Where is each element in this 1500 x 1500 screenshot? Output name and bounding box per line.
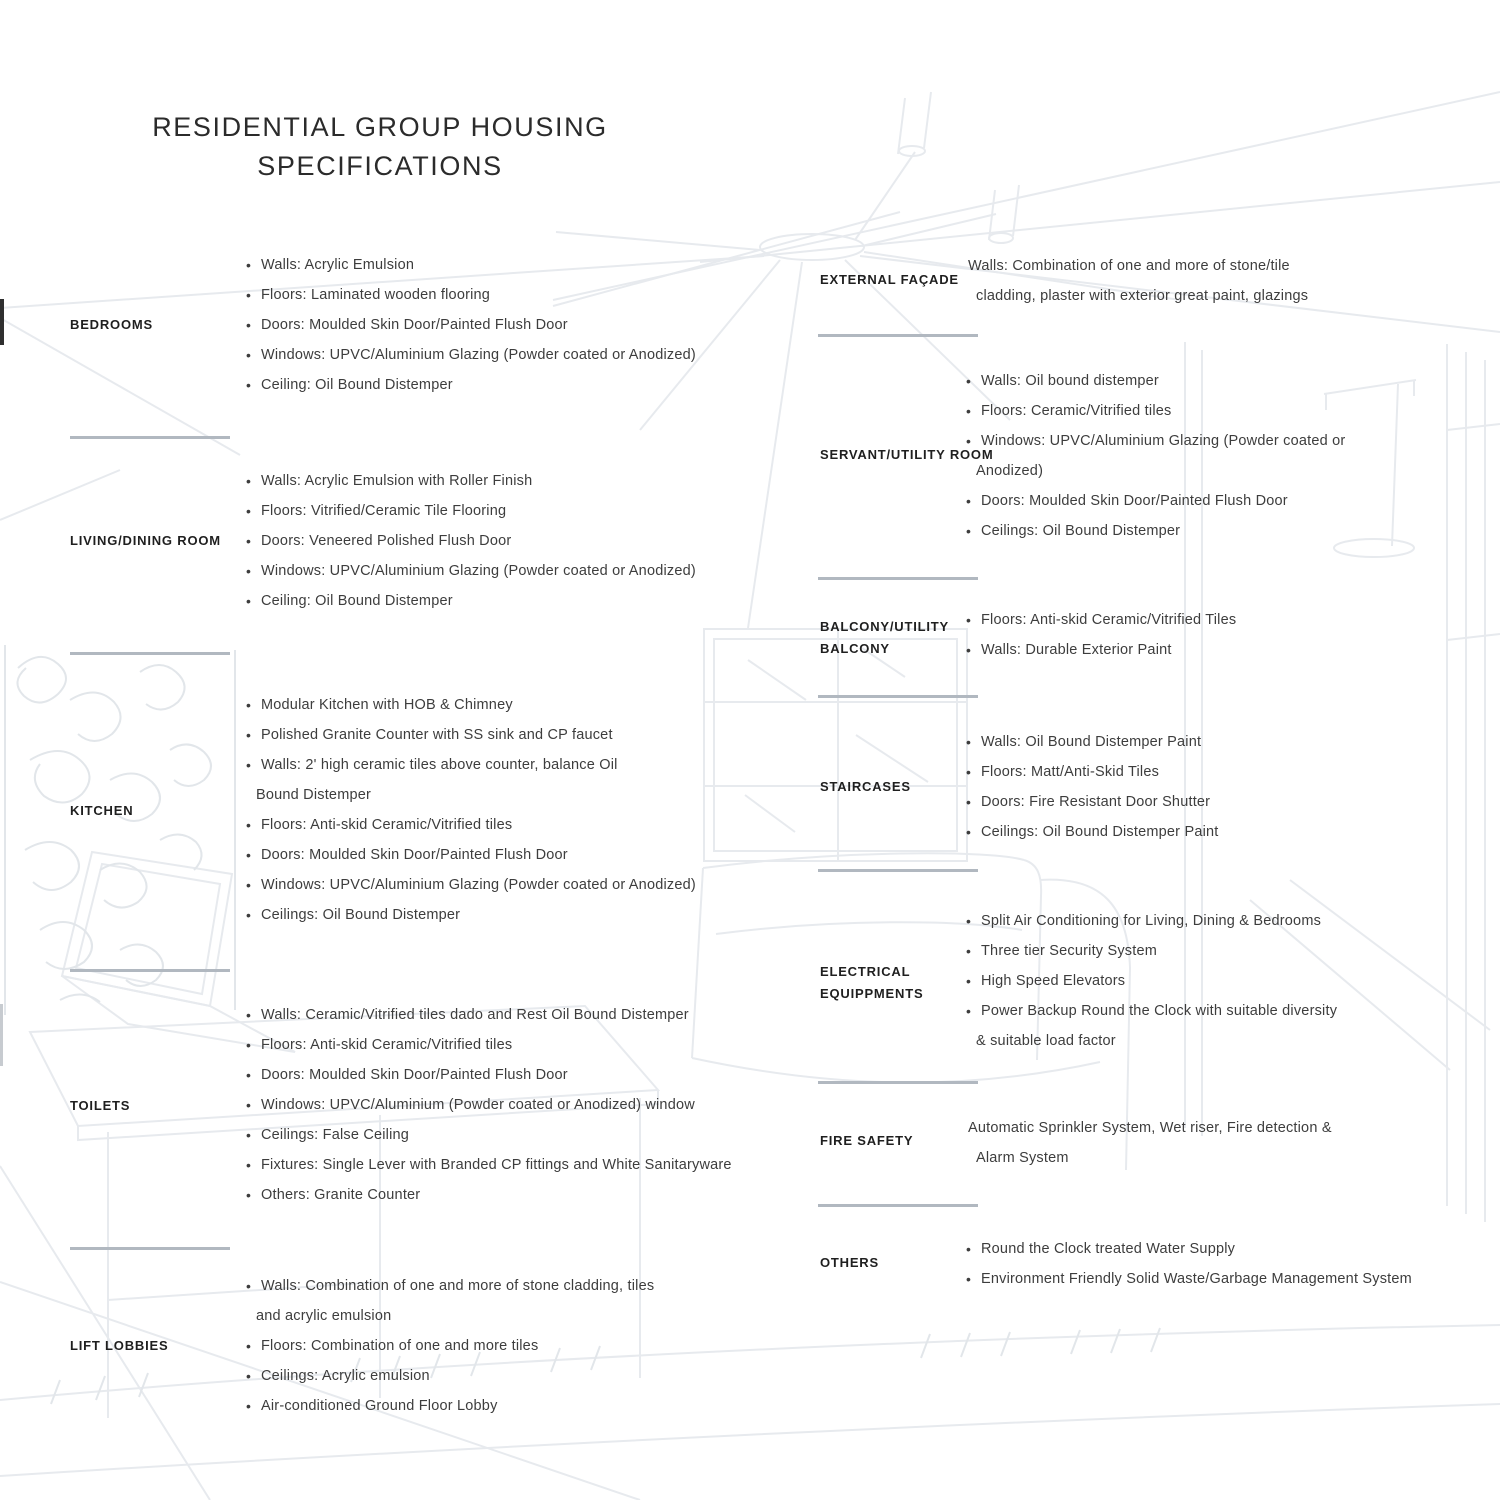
bullet-dot: • [246,533,252,549]
bullet-dot: • [966,403,972,419]
section-divider [70,436,230,439]
bullet-dot: • [246,317,252,333]
spec-row [246,840,696,870]
spec-text: Floors: Anti-skid Ceramic/Vitrified Tiles [981,612,1237,628]
spec-list [966,906,1337,1056]
spec-row [246,340,696,370]
section-label-line: OTHERS [820,1255,879,1270]
bullet-dot: • [966,493,972,509]
section-label-line: LIFT LOBBIES [70,1338,169,1353]
bullet-dot: • [966,973,972,989]
bullet-dot: • [246,1127,252,1143]
spec-row [246,556,696,586]
spec-list [246,690,696,930]
spec-list [246,1000,732,1210]
section-label [70,314,153,336]
spec-text: Floors: Vitrified/Ceramic Tile Flooring [261,503,507,519]
bullet-dot: • [966,1271,972,1287]
section-label [820,961,923,1005]
spec-text: Walls: Oil Bound Distemper Paint [981,734,1202,750]
bullet-dot: • [246,1278,252,1294]
bullet-dot: • [966,373,972,389]
spec-text: Bound Distemper [256,787,372,803]
section-label [820,269,959,291]
section-label [70,800,133,822]
spec-list [246,466,696,616]
bullet-dot: • [246,1157,252,1173]
spec-text: Anodized) [976,463,1044,479]
section-divider [70,652,230,655]
spec-list [966,251,1308,311]
spec-text: Windows: UPVC/Aluminium Glazing (Powder coated or Anodized) [261,877,696,893]
section-label-line: EXTERNAL FAÇADE [820,272,959,287]
spec-text: Walls: Durable Exterior Paint [981,642,1172,658]
spec-text: Walls: Oil bound distemper [981,373,1159,389]
spec-text: Windows: UPVC/Aluminium (Powder coated or Anodized) window [261,1097,695,1113]
spec-text: Ceilings: False Ceiling [261,1127,410,1143]
spec-text: High Speed Elevators [981,973,1126,989]
section-divider [818,1081,978,1084]
spec-row [246,690,696,720]
bullet-dot: • [246,1398,252,1414]
spec-row [246,526,696,556]
spec-row [966,516,1345,546]
spec-text: Fixtures: Single Lever with Branded CP fittings and White Sanitaryware [261,1157,732,1173]
spec-text: Floors: Combination of one and more tiles [261,1338,539,1354]
spec-list [966,605,1236,665]
spec-text: Others: Granite Counter [261,1187,421,1203]
section-label-line: TOILETS [70,1098,131,1113]
bullet-dot: • [966,943,972,959]
spec-row [966,635,1236,665]
spec-text: Doors: Moulded Skin Door/Painted Flush Door [261,1067,568,1083]
spec-text: Ceiling: Oil Bound Distemper [261,593,453,609]
spec-text: & suitable load factor [976,1033,1116,1049]
spec-text: Ceilings: Oil Bound Distemper [981,523,1181,539]
spec-row [246,1391,654,1421]
spec-text: Ceilings: Oil Bound Distemper Paint [981,824,1219,840]
section-divider [818,695,978,698]
spec-row [246,586,696,616]
spec-text: Floors: Laminated wooden flooring [261,287,491,303]
bullet-dot: • [966,612,972,628]
spec-row [246,496,696,526]
section-divider [70,1247,230,1250]
spec-row [246,900,696,930]
bullet-dot: • [246,503,252,519]
spec-text: Walls: Combination of one and more of stone/tile [968,258,1290,274]
spec-row [966,1234,1412,1264]
bullet-dot: • [966,764,972,780]
bullet-dot: • [966,824,972,840]
bullet-dot: • [246,1368,252,1384]
spec-row [966,281,1308,311]
spec-text: Air-conditioned Ground Floor Lobby [261,1398,498,1414]
bullet-dot: • [246,377,252,393]
spec-row [246,870,696,900]
spec-text: Doors: Moulded Skin Door/Painted Flush Door [261,847,568,863]
section-label [820,776,911,798]
spec-text: Walls: Ceramic/Vitrified tiles dado and Rest Oil Bound Distemper [261,1007,689,1023]
bullet-dot: • [966,913,972,929]
bullet-dot: • [966,1241,972,1257]
bullet-dot: • [246,877,252,893]
section-label [70,1335,168,1357]
section-label-line: EQUIPPMENTS [820,986,924,1001]
section-divider [818,577,978,580]
spec-row [246,1150,732,1180]
spec-row [966,757,1219,787]
bullet-dot: • [246,817,252,833]
spec-row [246,1030,732,1060]
bullet-dot: • [246,473,252,489]
spec-row [246,1090,732,1120]
spec-text: Polished Granite Counter with SS sink and CP faucet [261,727,613,743]
spec-row [246,1361,654,1391]
spec-text: Doors: Moulded Skin Door/Painted Flush Door [261,317,568,333]
spec-row [246,310,696,340]
spec-row [246,1000,732,1030]
section-label-line: KITCHEN [70,803,134,818]
spec-row [246,810,696,840]
spec-text: Walls: Acrylic Emulsion with Roller Finish [261,473,533,489]
spec-row [966,906,1337,936]
spec-row [966,605,1236,635]
spec-text: Environment Friendly Solid Waste/Garbage Management System [981,1271,1412,1287]
spec-text: Alarm System [976,1150,1069,1166]
spec-row [966,996,1337,1026]
spec-row [966,486,1345,516]
spec-text: Walls: Acrylic Emulsion [261,257,415,273]
spec-list [246,250,696,400]
section-divider [818,1204,978,1207]
spec-row [246,780,696,810]
bullet-dot: • [966,1003,972,1019]
spec-list [966,727,1219,847]
section-label-line: BEDROOMS [70,317,153,332]
spec-text: Floors: Ceramic/Vitrified tiles [981,403,1172,419]
spec-row [966,1113,1332,1143]
bullet-dot: • [246,1067,252,1083]
section-label-line: BALCONY/UTILITY [820,619,949,634]
bullet-dot: • [246,757,252,773]
spec-row [966,787,1219,817]
spec-text: Walls: 2' high ceramic tiles above counter, balance Oil [261,757,618,773]
bullet-dot: • [246,907,252,923]
spec-text: Automatic Sprinkler System, Wet riser, Fire detection & [968,1120,1332,1136]
bullet-dot: • [246,727,252,743]
bullet-dot: • [246,1007,252,1023]
section-label [70,1095,130,1117]
bullet-dot: • [246,1097,252,1113]
section-label-line: FIRE SAFETY [820,1133,914,1148]
spec-text: Ceilings: Oil Bound Distemper [261,907,461,923]
spec-row [966,966,1337,996]
spec-row [966,727,1219,757]
spec-text: Windows: UPVC/Aluminium Glazing (Powder coated or Anodized) [261,563,696,579]
bullet-dot: • [246,1187,252,1203]
section-label-line: LIVING/DINING ROOM [70,533,221,548]
bullet-dot: • [966,794,972,810]
section-label-line: STAIRCASES [820,779,911,794]
spec-row [246,1060,732,1090]
spec-text: Floors: Anti-skid Ceramic/Vitrified tiles [261,1037,513,1053]
spec-text: Doors: Veneered Polished Flush Door [261,533,512,549]
section-divider [818,334,978,337]
section-label [820,1130,913,1152]
page-title [150,108,610,186]
spec-row [246,280,696,310]
spec-text: Ceilings: Acrylic emulsion [261,1368,430,1384]
spec-row [246,250,696,280]
spec-text: Ceiling: Oil Bound Distemper [261,377,453,393]
spec-row [246,1180,732,1210]
section-divider [70,969,230,972]
spec-row [246,750,696,780]
spec-text: Round the Clock treated Water Supply [981,1241,1236,1257]
bullet-dot: • [246,347,252,363]
spec-list [966,1113,1332,1173]
spec-text: Floors: Anti-skid Ceramic/Vitrified tiles [261,817,513,833]
bullet-dot: • [246,287,252,303]
section-divider [818,869,978,872]
bullet-dot: • [246,697,252,713]
spec-text: Windows: UPVC/Aluminium Glazing (Powder coated or Anodized) [261,347,696,363]
spec-row [246,1301,654,1331]
spec-row [966,366,1345,396]
section-label-line: ELECTRICAL [820,964,911,979]
spec-text: Split Air Conditioning for Living, Dining & Bedrooms [981,913,1322,929]
bullet-dot: • [966,734,972,750]
spec-row [966,456,1345,486]
section-label [70,530,221,552]
spec-text: and acrylic emulsion [256,1308,392,1324]
bullet-dot: • [966,523,972,539]
spec-row [966,1026,1337,1056]
spec-row [246,466,696,496]
section-label-line: BALCONY [820,641,890,656]
bullet-dot: • [966,642,972,658]
bullet-dot: • [966,433,972,449]
spec-row [246,1120,732,1150]
spec-row [246,720,696,750]
spec-row [246,1331,654,1361]
spec-text: Three tier Security System [981,943,1158,959]
spec-text: Doors: Moulded Skin Door/Painted Flush Door [981,493,1288,509]
spec-text: Windows: UPVC/Aluminium Glazing (Powder coated or [981,433,1346,449]
spec-list [966,366,1345,546]
spec-row [246,1271,654,1301]
bullet-dot: • [246,563,252,579]
bullet-dot: • [246,1037,252,1053]
spec-row [966,817,1219,847]
spec-list [246,1271,654,1421]
section-label [820,1252,879,1274]
bullet-dot: • [246,1338,252,1354]
spec-row [966,251,1308,281]
spec-row [966,426,1345,456]
spec-row [966,936,1337,966]
spec-row [966,1264,1412,1294]
bullet-dot: • [246,257,252,273]
spec-list [966,1234,1412,1294]
spec-row [966,1143,1332,1173]
section-label [820,616,949,660]
spec-text: Floors: Matt/Anti-Skid Tiles [981,764,1160,780]
bullet-dot: • [246,847,252,863]
bullet-dot: • [246,593,252,609]
spec-text: Doors: Fire Resistant Door Shutter [981,794,1211,810]
spec-row [966,396,1345,426]
spec-text: cladding, plaster with exterior great paint, glazings [976,288,1309,304]
page-title-line2: SPECIFICATIONS [257,151,503,181]
spec-text: Walls: Combination of one and more of stone cladding, tiles [261,1278,655,1294]
section-label-line: SERVANT/UTILITY ROOM [820,447,994,462]
page-title-line1: RESIDENTIAL GROUP HOUSING [152,112,608,142]
spec-text: Modular Kitchen with HOB & Chimney [261,697,513,713]
spec-row [246,370,696,400]
spec-text: Power Backup Round the Clock with suitable diversity [981,1003,1338,1019]
